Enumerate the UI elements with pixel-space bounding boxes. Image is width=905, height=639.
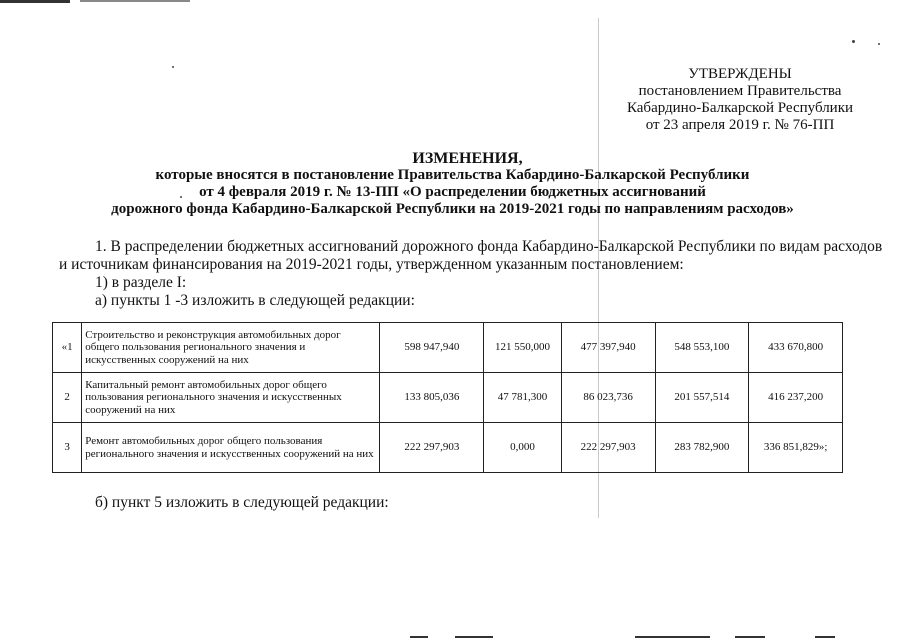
table-row — [53, 373, 843, 423]
table-cell-value: 548 553,100 — [655, 323, 749, 373]
title-heading: ИЗМЕНЕНИЯ, — [412, 150, 523, 167]
scan-edge-mark — [80, 0, 190, 2]
expense-name: Ремонт автомобильных дорог общего пользования регионального значения и искусственных сооружений на них — [82, 423, 380, 473]
table-cell-value: 336 851,829»; — [749, 423, 843, 473]
table-cell-value: 0,000 — [484, 423, 562, 473]
scan-speck — [878, 43, 880, 45]
row-number: «1 — [53, 323, 82, 373]
allocations-table — [52, 322, 843, 473]
table-row — [53, 323, 843, 373]
table-cell-value: 86 023,736 — [561, 373, 655, 423]
table-cell-value: 133 805,036 — [380, 373, 484, 423]
scan-edge-mark — [410, 636, 428, 638]
scan-edge-mark — [735, 636, 765, 638]
document-title — [0, 150, 905, 218]
paragraph-1: 1. В распределении бюджетных ассигнований дорожного фонда Кабардино-Балкарской Республики по видам расходов — [95, 238, 883, 255]
approval-line: постановлением Правительства — [638, 83, 842, 99]
scan-speck — [852, 40, 855, 43]
paragraph-1-continued: и источникам финансирования на 2019-2021 годы, утвержденном указанным постановлением: — [59, 256, 684, 273]
expense-name: Строительство и реконструкция автомобильных дорог общего пользования регионального значения и искусственных сооружений на них — [82, 323, 380, 373]
paragraph-item-5: б) пункт 5 изложить в следующей редакции: — [95, 494, 389, 511]
approval-line: Кабардино-Балкарской Республики — [626, 100, 854, 116]
table-cell-value: 283 782,900 — [655, 423, 749, 473]
paragraph-section: 1) в разделе I: — [95, 274, 187, 291]
title-line: которые вносятся в постановление Правительства Кабардино-Балкарской Республики — [155, 167, 750, 183]
title-line: от 4 февраля 2019 г. № 13-ПП «О распределении бюджетных ассигнований — [199, 184, 706, 200]
expense-name: Капитальный ремонт автомобильных дорог общего пользования регионального значения и искусственных сооружений на них — [82, 373, 380, 423]
approval-heading: УТВЕРЖДЕНЫ — [688, 66, 792, 82]
table-cell-value: 222 297,903 — [561, 423, 655, 473]
table-cell-value: 47 781,300 — [484, 373, 562, 423]
scan-edge-mark — [455, 636, 493, 638]
table-row — [53, 423, 843, 473]
table-cell-value: 201 557,514 — [655, 373, 749, 423]
row-number: 3 — [53, 423, 82, 473]
table-cell-value: 598 947,940 — [380, 323, 484, 373]
approval-block — [590, 66, 890, 134]
scan-edge-mark — [635, 636, 710, 638]
paragraph-items-1-3: а) пункты 1 -3 изложить в следующей редакции: — [95, 292, 415, 309]
scan-edge-mark — [0, 0, 70, 3]
row-number: 2 — [53, 373, 82, 423]
table-cell-value: 416 237,200 — [749, 373, 843, 423]
table-cell-value: 433 670,800 — [749, 323, 843, 373]
table-cell-value: 477 397,940 — [561, 323, 655, 373]
scan-speck — [172, 66, 174, 68]
table-cell-value: 222 297,903 — [380, 423, 484, 473]
scan-edge-mark — [815, 636, 835, 638]
table-cell-value: 121 550,000 — [484, 323, 562, 373]
approval-line: от 23 апреля 2019 г. № 76-ПП — [645, 117, 835, 133]
title-line: дорожного фонда Кабардино-Балкарской Республики на 2019-2021 годы по направлениям расходов» — [111, 201, 794, 217]
